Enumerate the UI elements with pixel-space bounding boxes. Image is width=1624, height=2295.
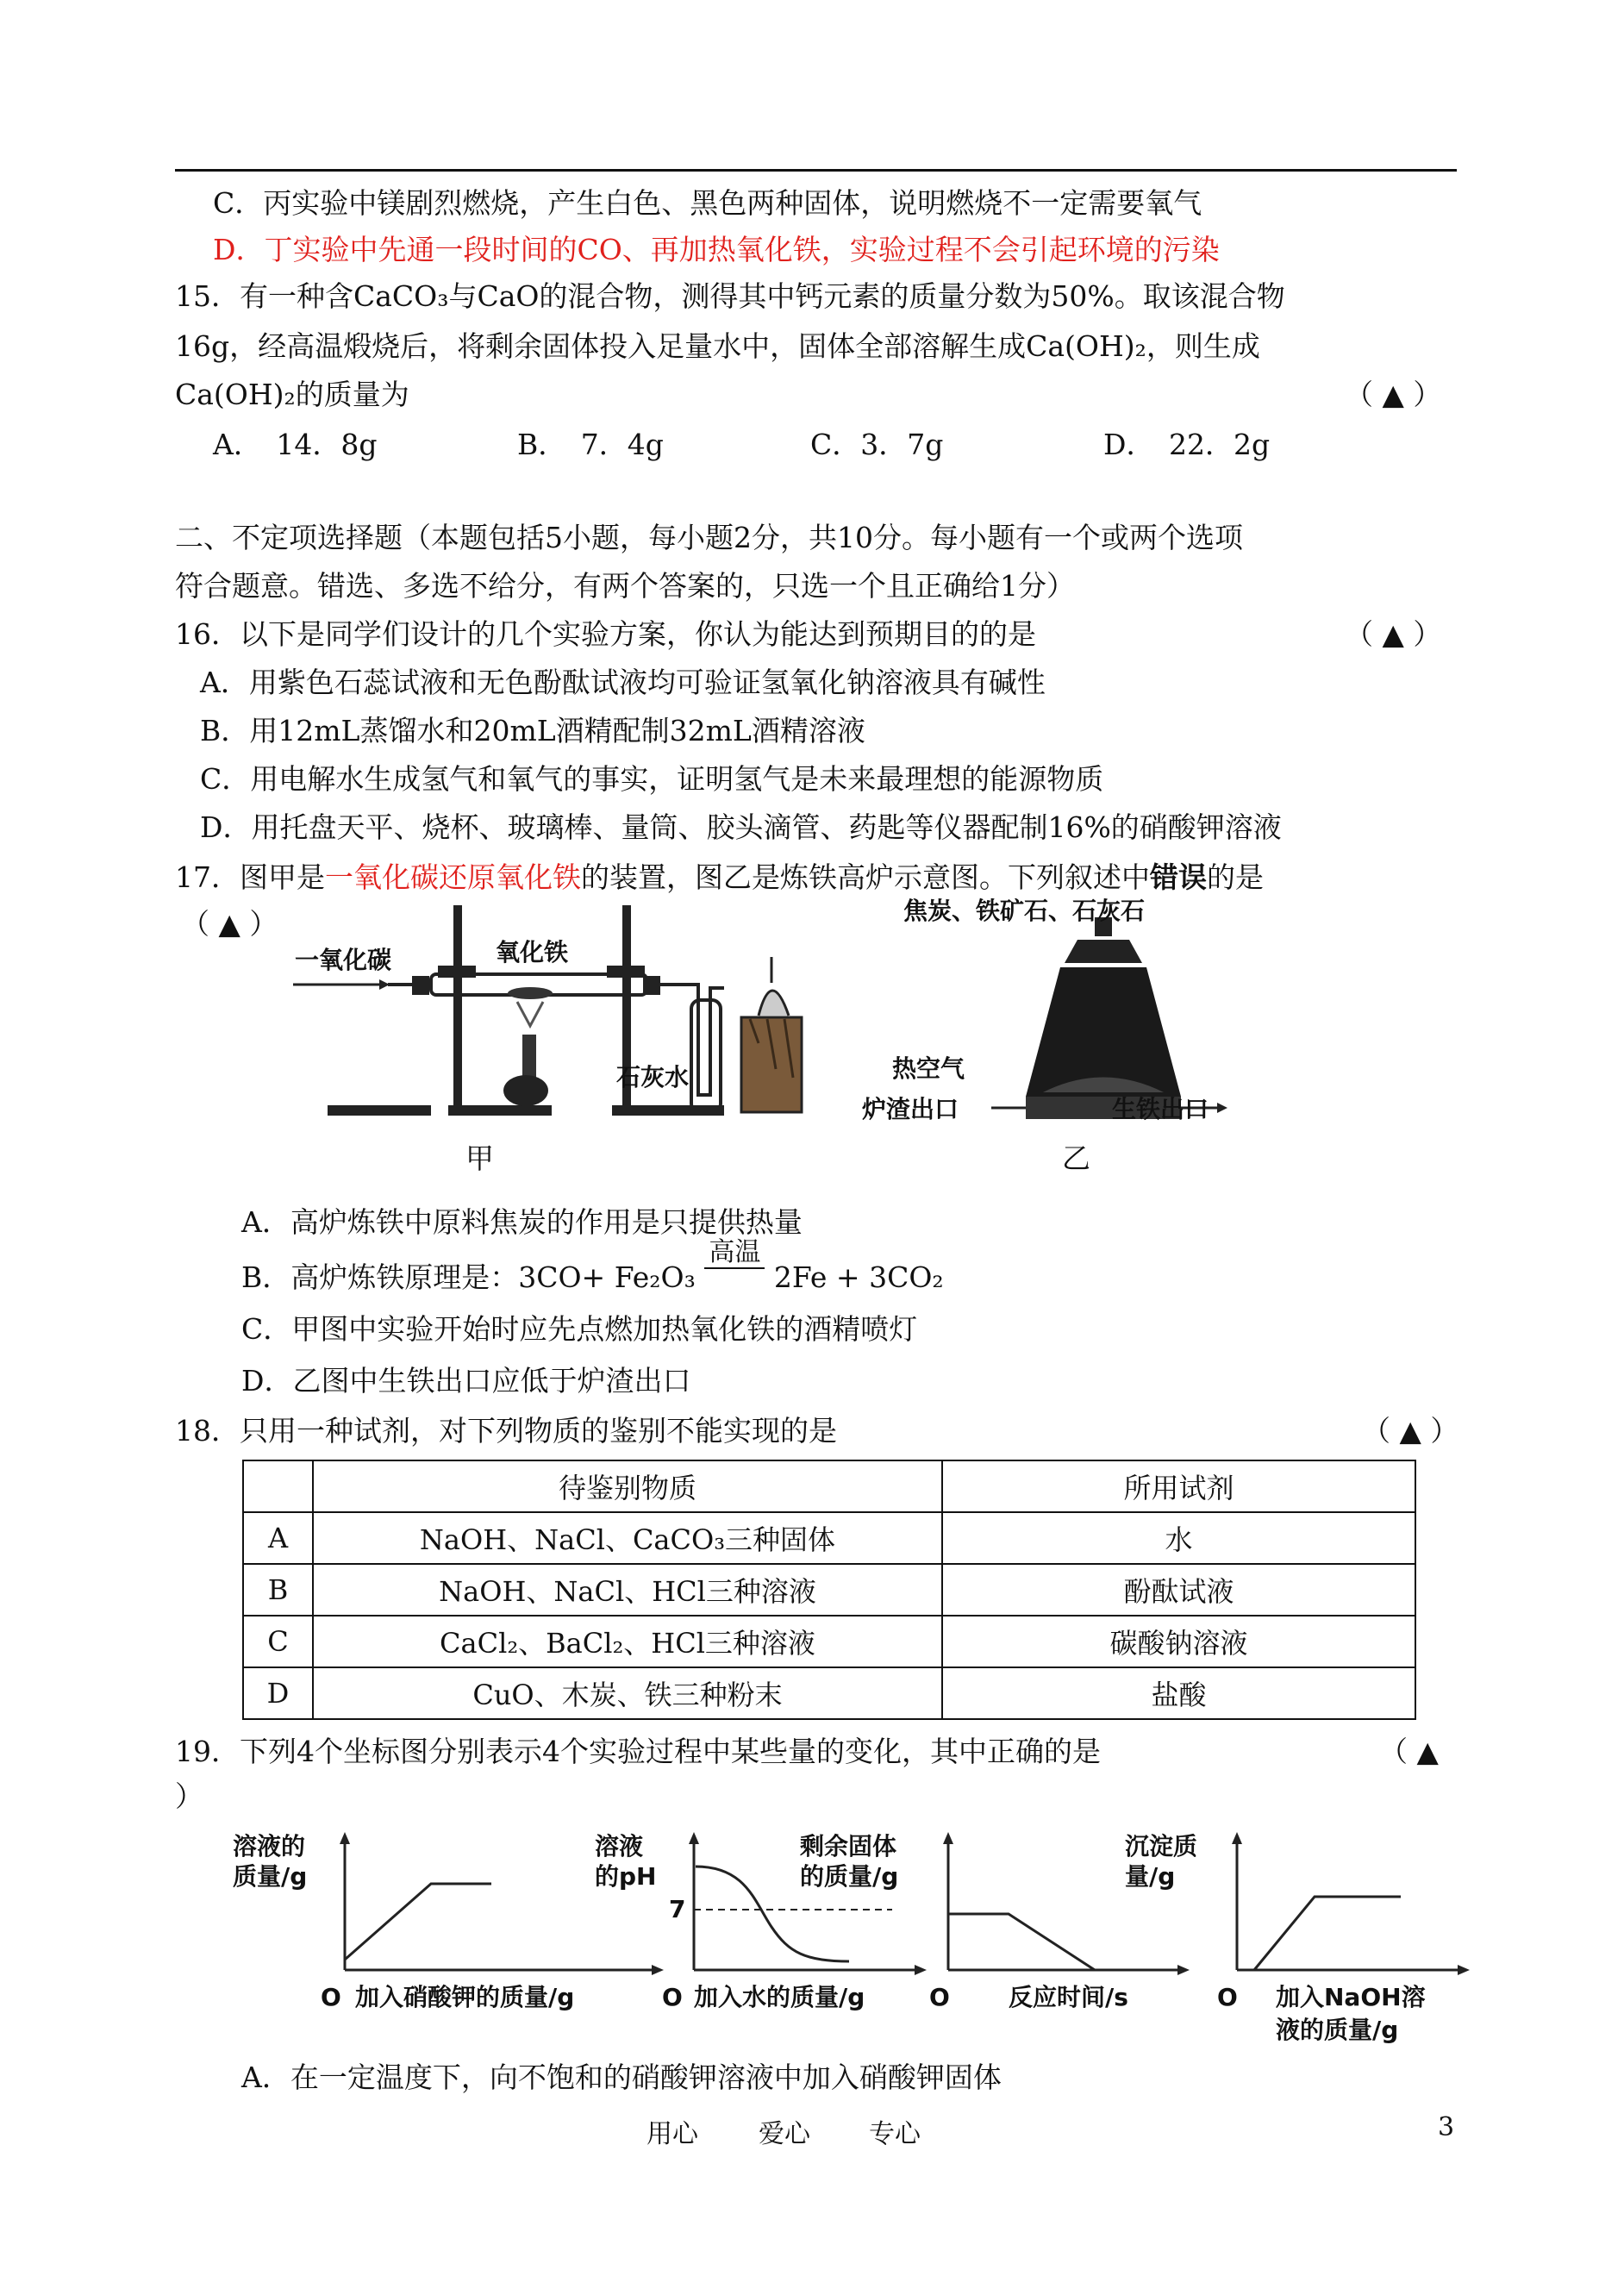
q16-stem: 16．以下是同学们设计的几个实验方案，你认为能达到预期目的的是 [175,617,1036,651]
footer-slogan-2: 爱心 [759,2119,810,2149]
footer-slogan-1: 用心 [646,2119,698,2149]
section2-heading-line1: 二、不定项选择题（本题包括5小题，每小题2分，共10分。每小题有一个或两个选项 [175,521,1243,554]
q17-stem [175,859,1264,897]
q17-answer-mark: （ ▲ ） [181,907,278,941]
q17-option-b-post: 2Fe + 3CO₂ [773,1260,944,1294]
q17-condition-high-temp: 高温 [704,1238,765,1269]
q18-stem: 18．只用一种试剂，对下列物质的鉴别不能实现的是 [175,1414,837,1448]
q19-graph-1-origin: O [321,1983,341,2011]
q16-option-d: D．用托盘天平、烧杯、玻璃棒、量筒、胶头滴管、药匙等仪器配制16%的硝酸钾溶液 [200,810,1282,844]
table-cell: D [243,1667,313,1719]
table-cell: CaCl₂、BaCl₂、HCl三种溶液 [313,1616,942,1667]
table-row [243,1667,1415,1719]
q19-graph-2-xlabel: 加入水的质量/g [694,1983,865,2011]
figure-yi-top-label: 焦炭、铁矿石、石灰石 [903,897,1146,925]
page-number: 3 [1438,2112,1455,2142]
figure-jia-co-label: 一氧化碳 [295,946,392,974]
q16-option-c: C．用电解水生成氢气和氧气的事实，证明氢气是未来最理想的能源物质 [200,762,1104,796]
table-row [243,1512,1415,1564]
q17-option-b-pre: B．高炉炼铁原理是：3CO+ Fe₂O₃ [241,1260,696,1294]
q14-option-c: C．丙实验中镁剧烈燃烧，产生白色、黑色两种固体，说明燃烧不一定需要氧气 [213,186,1202,220]
q15-stem-line1: 15．有一种含CaCO₃与CaO的混合物，测得其中钙元素的质量分数为50%。取该混合物 [175,279,1285,313]
table-cell: 盐酸 [942,1667,1415,1719]
table-header-cell: 所用试剂 [942,1460,1415,1512]
q19-graph-1-ylabel-1: 溶液的 [233,1832,306,1860]
table-header-cell: 待鉴别物质 [313,1460,942,1512]
table-cell: 碳酸钠溶液 [942,1616,1415,1667]
q17-option-a: A．高炉炼铁中原料焦炭的作用是只提供热量 [241,1205,803,1239]
table-cell: 酚酞试液 [942,1564,1415,1616]
q19-answer-mark-open: （ ▲ [1379,1735,1439,1768]
q19-graph-1-ylabel-2: 质量/g [233,1862,308,1891]
footer-slogan-3: 专心 [869,2119,921,2149]
q19-answer-mark-close: ） [175,1779,203,1813]
table-cell: 水 [942,1512,1415,1564]
q19-stem: 19．下列4个坐标图分别表示4个实验过程中某些量的变化，其中正确的是 [175,1735,1101,1768]
q15-stem-line3: Ca(OH)₂的质量为 [175,378,409,411]
q15-answer-mark: （ ▲ ） [1345,378,1442,411]
q15-option-d: D． 22．2g [1103,428,1271,461]
table-cell: CuO、木炭、铁三种粉末 [313,1667,942,1719]
q19-graph-4-ylabel-2: 量/g [1125,1862,1176,1891]
table-cell: C [243,1616,313,1667]
table-cell: NaOH、NaCl、HCl三种溶液 [313,1564,942,1616]
q15-option-c: C．3．7g [810,428,944,461]
figure-jia-limewater-label: 石灰水 [616,1063,690,1091]
q18-table [242,1460,1416,1720]
q16-option-b: B．用12mL蒸馏水和20mL酒精配制32mL酒精溶液 [200,714,865,747]
q19-graph-3-origin: O [929,1983,950,2011]
table-cell: B [243,1564,313,1616]
table-header-cell [243,1460,313,1512]
q17-stem-bold: 错误 [1150,860,1207,894]
q19-graph-2-ylabel-2: 的pH [595,1862,657,1891]
q19-graph-4-xlabel-1: 加入NaOH溶 [1276,1983,1426,2011]
figure-yi-caption: 乙 [1062,1141,1090,1175]
q16-option-a: A．用紫色石蕊试液和无色酚酞试液均可验证氢氧化钠溶液具有碱性 [200,666,1046,699]
figure-yi-hot-air-label: 热空气 [892,1054,965,1083]
figure-yi-slag-label: 炉渣出口 [862,1095,959,1123]
q19-option-a: A．在一定温度下，向不饱和的硝酸钾溶液中加入硝酸钾固体 [241,2060,1002,2094]
q17-stem-red: 一氧化碳还原氧化铁 [325,860,581,894]
table-cell: NaOH、NaCl、CaCO₃三种固体 [313,1512,942,1564]
q17-stem-post: 的装置，图乙是炼铁高炉示意图。下列叙述中 [581,860,1150,894]
q15-option-b: B． 7．4g [517,428,664,461]
section2-heading-line2: 符合题意。错选、多选不给分，有两个答案的，只选一个且正确给1分） [175,569,1075,603]
q17-option-d: D．乙图中生铁出口应低于炉渣出口 [241,1364,691,1398]
table-header-row [243,1460,1415,1512]
q19-graph-4-xlabel-2: 液的质量/g [1276,2016,1399,2044]
q19-graph-2-origin: O [662,1983,683,2011]
table-row [243,1616,1415,1667]
q19-graph-4 [1228,1832,1470,1979]
figure-jia-fe2o3-label: 氧化铁 [496,938,569,966]
q15-option-a: A． 14．8g [213,428,378,461]
q18-answer-mark: （ ▲ ） [1362,1414,1459,1448]
q19-graph-4-origin: O [1217,1983,1238,2011]
q17-stem-pre: 17．图甲是 [175,860,325,894]
q17-option-c: C．甲图中实验开始时应先点燃加热氧化铁的酒精喷灯 [241,1312,918,1346]
table-row [243,1564,1415,1616]
q17-reaction-condition [704,1237,765,1297]
figure-yi-iron-label: 生铁出口 [1112,1095,1209,1123]
q19-graph-3-ylabel-1: 剩余固体 [800,1832,897,1860]
q16-answer-mark: （ ▲ ） [1345,617,1442,651]
q19-graph-4-ylabel-1: 沉淀质 [1125,1832,1198,1860]
q19-graph-2-ylabel-1: 溶液 [595,1832,644,1860]
figure-jia-caption: 甲 [465,1141,494,1175]
q17-option-b [241,1237,944,1297]
table-cell: A [243,1512,313,1564]
q19-graph-2-ref-7: 7 [669,1895,686,1923]
q19-graph-1-xlabel: 加入硝酸钾的质量/g [355,1983,575,2011]
q17-stem-end: 的是 [1207,860,1264,894]
header-rule [175,169,1457,172]
q15-stem-line2: 16g，经高温煅烧后，将剩余固体投入足量水中，固体全部溶解生成Ca(OH)₂，则生成 [175,329,1260,363]
q14-option-d: D．丁实验中先通一段时间的CO、再加热氧化铁，实验过程不会引起环境的污染 [213,233,1220,266]
q19-graph-3-ylabel-2: 的质量/g [800,1862,899,1891]
q19-graph-3-xlabel: 反应时间/s [1009,1983,1128,2011]
